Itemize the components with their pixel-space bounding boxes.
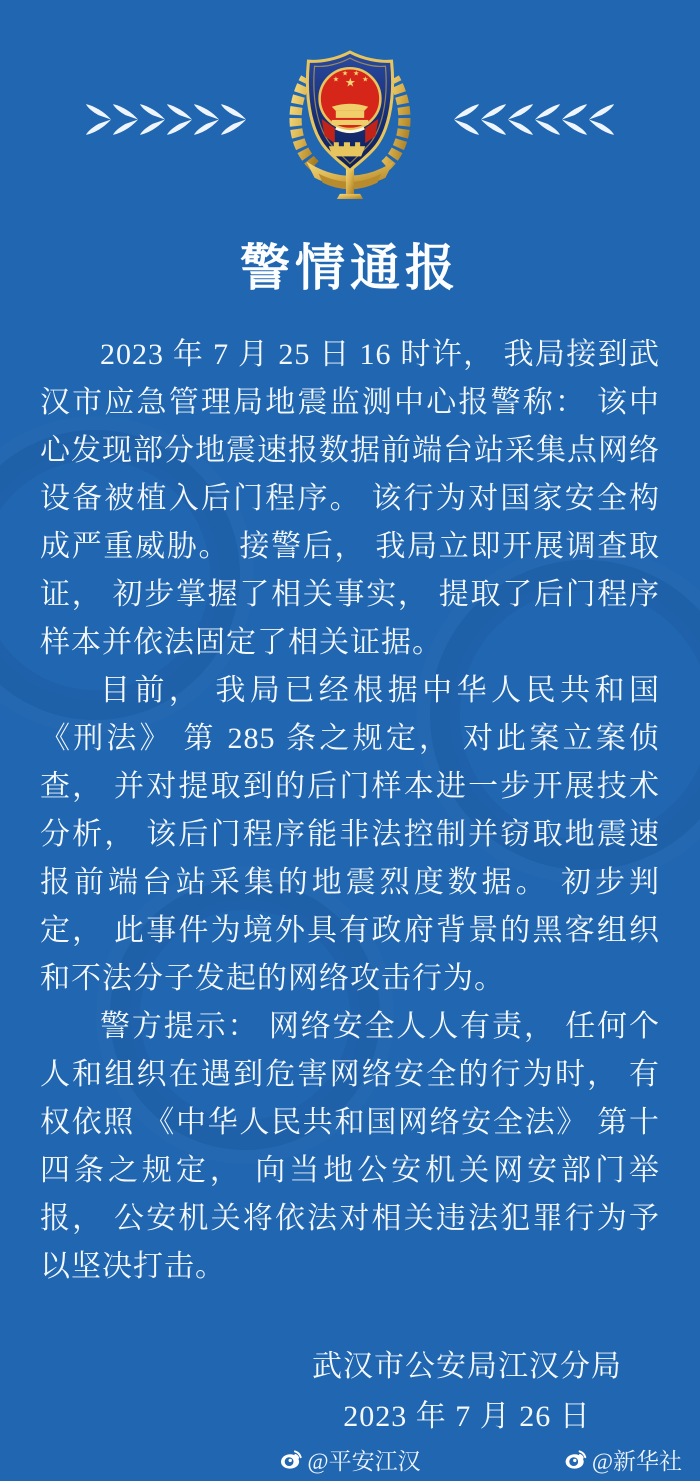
signature-block (312, 1342, 622, 1442)
weibo-icon (564, 1448, 588, 1472)
svg-text:★: ★ (362, 74, 369, 84)
paragraph-2: 目前， 我局已经根据中华人民共和国 《刑法》 第 285 条之规定， 对此案立案侦查， 并对提取到的后门样本进一步开展技术分析， 该后门程序能非法控制并窃取地震速报前端台站采集的地震烈度数据。 初步判定， 此事件为境外具有政府背景的黑客组织和不法分子发起的网络攻击行为。 (40, 674, 660, 995)
weibo-credit-right (564, 1443, 682, 1476)
svg-text:★: ★ (344, 75, 356, 90)
svg-text:★: ★ (332, 74, 340, 84)
paragraph-3: 警方提示： 网络安全人人有责， 任何个人和组织在遇到危害网络安全的行为时， 有权依照 《中华人民共和国网络安全法》 第十四条之规定， 向当地公安机关网安部门举报， 公安机关将依法对相关违法犯罪行为予以坚决打击。 (40, 1010, 660, 1283)
paragraph-1: 2023 年 7 月 25 日 16 时许， 我局接到武汉市应急管理局地震监测中心报警称： 该中心发现部分地震速报数据前端台站采集点网络设备被植入后门程序。 该行为对国家安全构成严重威胁。 接警后， 我局立即开展调查取证， 初步掌握了相关事实， 提取了后门程序样本并依法固定了相关证据。 (40, 338, 660, 659)
signature-agency: 武汉市公安局江汉分局 (312, 1350, 622, 1383)
svg-text:★: ★ (353, 68, 360, 78)
police-badge-icon (283, 48, 417, 200)
weibo-credit-center (279, 1443, 420, 1476)
svg-text:★: ★ (341, 68, 349, 78)
page-title: 警情通报 (240, 240, 460, 296)
weibo-icon (279, 1448, 303, 1472)
weibo-handle: @新华社 (591, 1449, 682, 1474)
chevrons-right-icon (85, 103, 247, 136)
footer (0, 1443, 700, 1477)
chevrons-left-icon (453, 103, 615, 136)
signature-date: 2023 年 7 月 26 日 (343, 1400, 591, 1433)
notice-body (40, 331, 660, 1291)
weibo-handle: @平安江汉 (307, 1449, 421, 1474)
